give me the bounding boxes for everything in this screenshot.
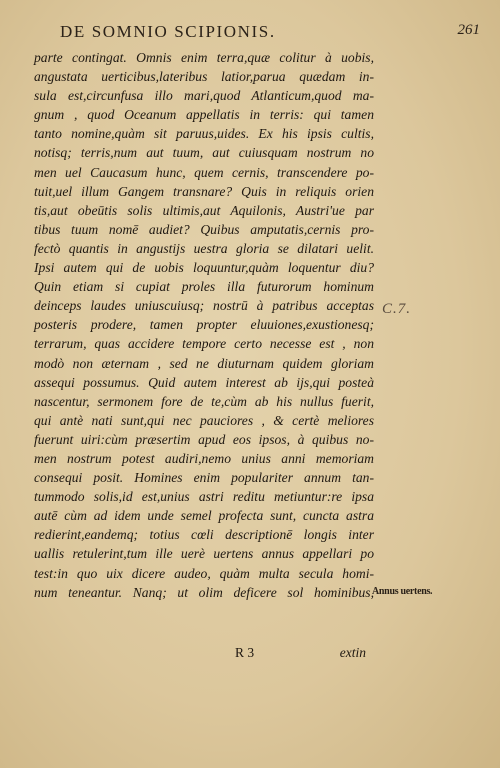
text-line: nascentur, sermonem fore de te,cùm ab his nullus fuerit,: [34, 393, 374, 409]
text-line: uallis retulerint,tum ille uerè uertens annus appellari po: [34, 546, 374, 562]
text-line: men nostrum potest audiri,nemo unius anni memoriam: [34, 450, 374, 466]
text-line: terrarum, quas accidere tempore certo necesse est , non: [34, 336, 374, 352]
text-line: angustata uerticibus,lateribus latior,parua quædam in-: [34, 69, 374, 85]
text-line: tummodo solis,id est,unius astri reditu metiuntur:re ipsa: [34, 489, 374, 505]
margin-annotation: C.7.: [382, 301, 412, 317]
text-line: notisq; terris,num aut tuum, aut cuiusquam nostrum no: [34, 145, 374, 161]
text-line: Quin etiam si cupiat proles illa futurorum hominum: [34, 279, 374, 295]
text-line: qui antè nati sunt,qui nec pauciores , & certè meliores: [34, 412, 374, 428]
text-line: test:in quo uix dicere audeo, quàm multa secula homi-: [34, 565, 374, 581]
text-line: posteris prodere, tamen propter eluuiones,exustionesq;: [34, 317, 374, 333]
running-title: DE SOMNIO SCIPIONIS.: [60, 22, 276, 41]
margin-heading: Annus uertens.: [372, 586, 433, 597]
page-header: [60, 22, 480, 42]
text-line: tis,aut obeūtis solis ultimis,aut Aquilonis, Austri'ue par: [34, 202, 374, 218]
text-line: gnum , quod Oceanum appellatis in terris: qui tamen: [34, 107, 374, 123]
page-number: 261: [457, 22, 480, 38]
text-line: autē cùm ad idem unde semel profecta sunt, cuncta astra: [34, 508, 374, 524]
text-line: modò non æternam , sed ne diuturnam quidem gloriam: [34, 355, 374, 371]
text-line: tanto nomine,quàm sit paruus,uides. Ex his ipsis cultis,: [34, 126, 374, 142]
text-line: redierint,eandemq; totius cœli descriptionē longis inter: [34, 527, 374, 543]
text-line: fectò quantis in angustijs uestra gloria se dilatari uelit.: [34, 240, 374, 256]
text-line: deinceps laudes uniuscuiusq; nostrū à patribus acceptas: [34, 298, 374, 314]
text-line: parte contingat. Omnis enim terra,quæ colitur à uobis,: [34, 50, 374, 65]
page-footer: [200, 645, 380, 663]
signature-mark: R 3: [235, 645, 255, 660]
catchword: extin: [339, 645, 366, 660]
text-line: assequi possumus. Quid autem interest ab ijs,qui posteà: [34, 374, 374, 390]
text-line: num teneantur. Nanq; ut olim deficere sol hominibus,: [34, 584, 374, 600]
text-line: consequi posit. Homines enim populariter annum tan-: [34, 470, 374, 486]
body-text: [34, 48, 374, 602]
text-line: Ipsi autem qui de uobis loquuntur,quàm loquentur diu?: [34, 260, 374, 276]
text-line: tuit,uel illum Gangem transnare? Quis in reliquis orien: [34, 183, 374, 199]
text-line: fuerunt uiri:cùm præsertim apud eos ipsos, à quibus no-: [34, 431, 374, 447]
text-line: tibus tuum nomē audiet? Quibus amputatis,cernis pro-: [34, 221, 374, 237]
text-line: sula est,circunfusa illo mari,quod Atlanticum,quod ma-: [34, 88, 374, 104]
text-line: men uel Caucasum hunc, quem cernis, transcendere po-: [34, 164, 374, 180]
